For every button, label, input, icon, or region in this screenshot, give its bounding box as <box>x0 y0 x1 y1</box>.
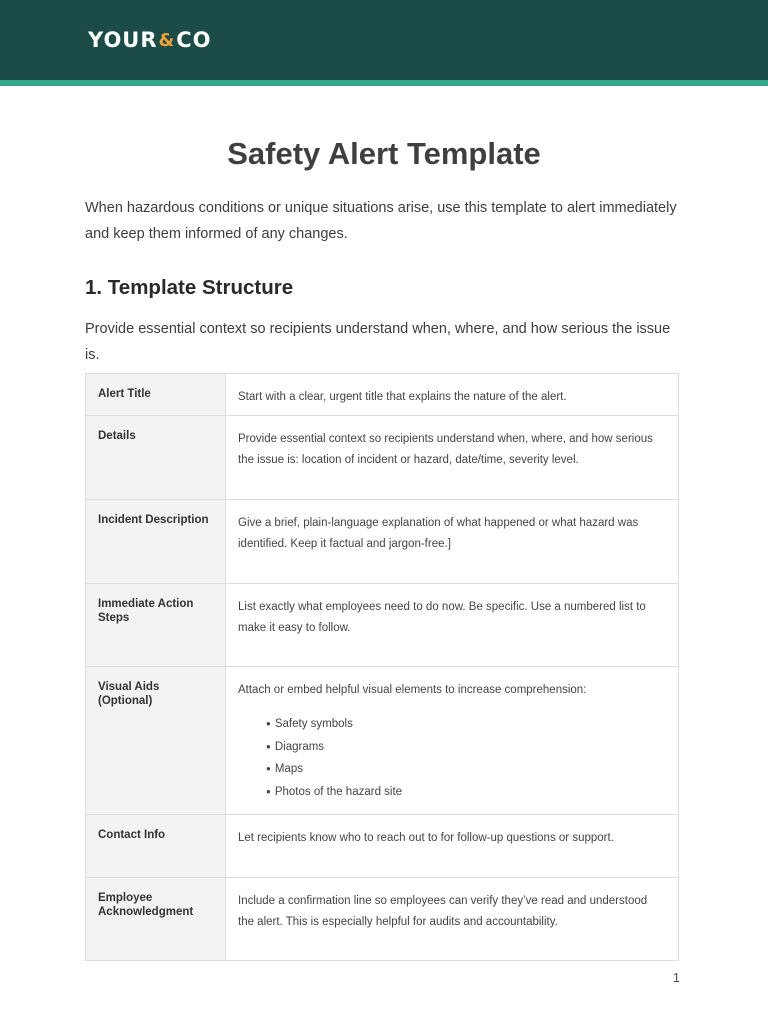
template-structure-table <box>85 373 679 961</box>
table-row <box>86 416 679 500</box>
logo-ampersand: & <box>158 29 176 51</box>
intro-paragraph: When hazardous conditions or unique situations arise, use this template to alert immediately and keep them informed of any changes. <box>85 200 677 242</box>
row-content-text: Attach or embed helpful visual elements to increase comprehension: <box>238 684 587 696</box>
row-label: Employee Acknowledgment <box>86 878 226 961</box>
row-content: Start with a clear, urgent title that explains the nature of the alert. <box>226 374 679 416</box>
table-row <box>86 878 679 961</box>
row-label: Contact Info <box>86 815 226 878</box>
table-row <box>86 815 679 878</box>
document-title: Safety Alert Template <box>227 136 541 171</box>
visual-aids-list <box>266 713 666 803</box>
section-heading: 1. Template Structure <box>85 276 294 299</box>
row-content: Provide essential context so recipients understand when, where, and how serious the issue is: location of incident or hazard, date/time, severity level. <box>226 416 679 500</box>
row-content: Give a brief, plain-language explanation of what happened or what hazard was identified. Keep it factual and jargon-free.] <box>226 500 679 584</box>
row-label: Alert Title <box>86 374 226 416</box>
table-row <box>86 667 679 815</box>
header-accent-stripe <box>0 80 768 86</box>
list-item: ● Maps <box>266 758 666 781</box>
row-label: Incident Description <box>86 500 226 584</box>
list-item: ● Diagrams <box>266 736 666 759</box>
section-description: Provide essential context so recipients understand when, where, and how serious the issue is. <box>85 321 671 363</box>
company-logo <box>88 26 212 54</box>
row-content: Let recipients know who to reach out to for follow-up questions or support. <box>226 815 679 878</box>
row-content <box>226 667 679 815</box>
logo-text-co: CO <box>176 28 212 52</box>
page-header <box>0 0 768 80</box>
row-label: Details <box>86 416 226 500</box>
table-row <box>86 584 679 667</box>
list-item: ● Photos of the hazard site <box>266 781 666 804</box>
row-content: List exactly what employees need to do now. Be specific. Use a numbered list to make it easy to follow. <box>226 584 679 667</box>
table-row <box>86 500 679 584</box>
row-label: Immediate Action Steps <box>86 584 226 667</box>
row-content: Include a confirmation line so employees can verify they’ve read and understood the alert. This is especially helpful for audits and accountability. <box>226 878 679 961</box>
row-label: Visual Aids (Optional) <box>86 667 226 815</box>
table-row <box>86 374 679 416</box>
page-number: 1 <box>672 970 680 985</box>
list-item: ● Safety symbols <box>266 713 666 736</box>
logo-text-your: YOUR <box>88 28 158 52</box>
